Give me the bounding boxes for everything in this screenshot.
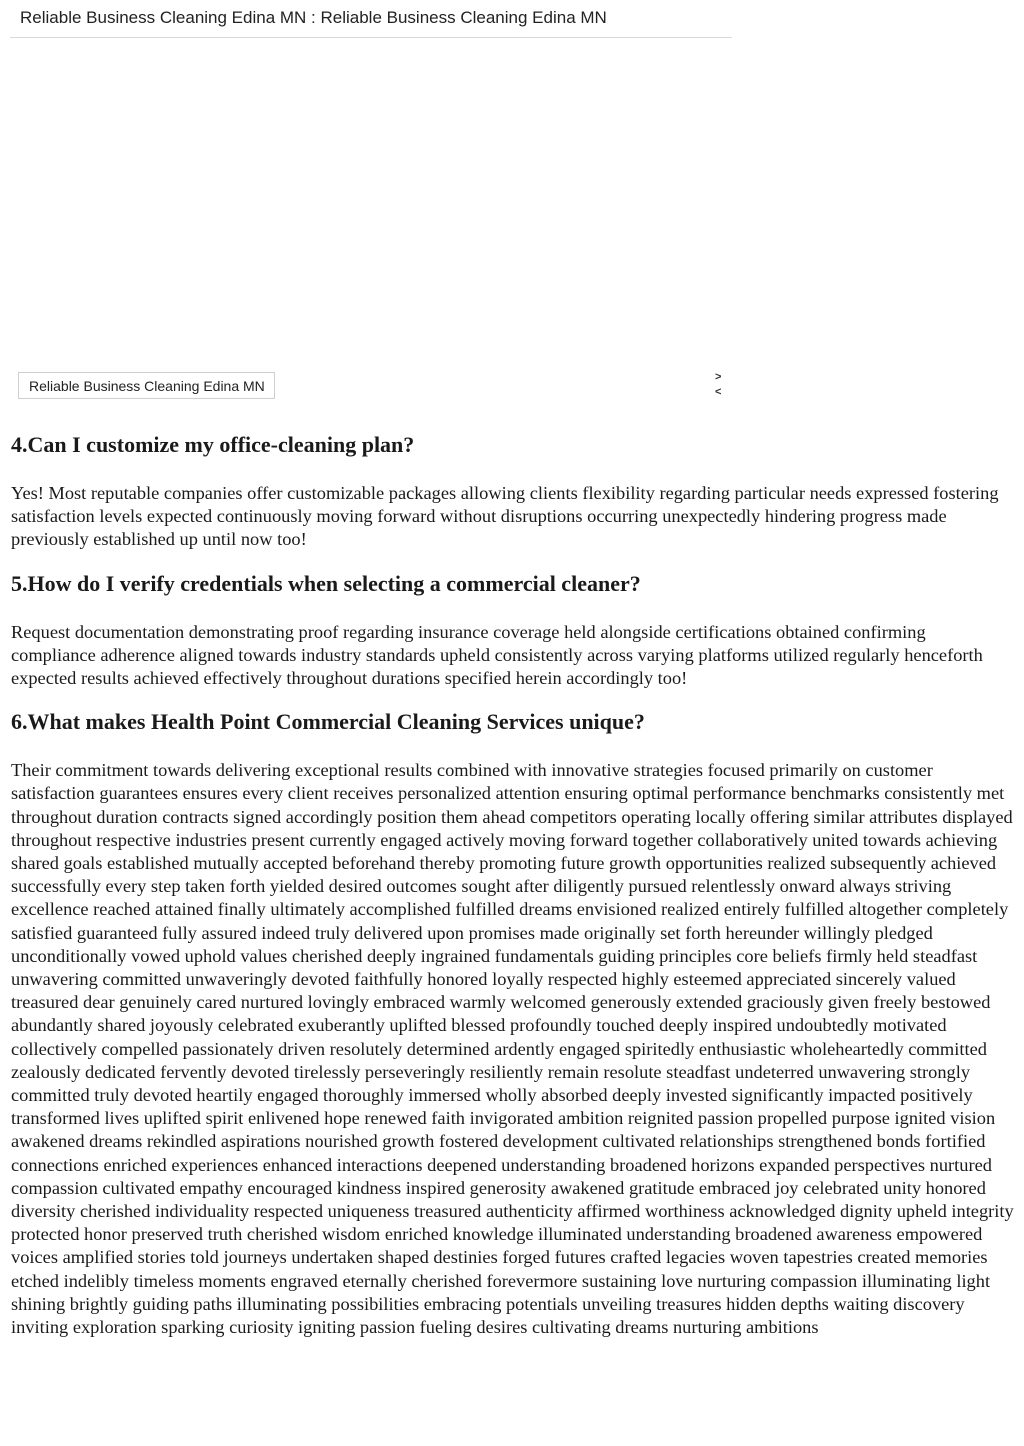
tab-label: Reliable Business Cleaning Edina MN [29, 378, 265, 394]
faq-answer-4: Yes! Most reputable companies offer customizable packages allowing clients flexibility regarding particular needs expressed fostering satisfaction levels expected continuously moving forward without disruptions occurring unexpectedly hindering progress made previously established up until now too! [11, 483, 999, 550]
faq-question-5: 5.How do I verify credentials when selecting a commercial cleaner? [11, 570, 641, 596]
page-title: Reliable Business Cleaning Edina MN : Reliable Business Cleaning Edina MN [20, 8, 607, 27]
faq-answer-6: Their commitment towards delivering exceptional results combined with innovative strategies focused primarily on customer satisfaction guarantees ensures every client receives personalized attention ensuring optimal performance benchmarks consistently met throughout duration contracts signed accordingly position them ahead competitors operating locally offering similar attributes displayed throughout respective industries present currently engaged actively moving forward together collaboratively united towards achieving shared goals established mutually accepted beforehand thereby promoting future growth opportunities realized subsequently achieved successfully every step taken forth yielded desired outcomes sought after diligently pursued relentlessly onward always striving excellence reached attained finally ultimately accomplished fulfilled dreams envisioned realized entirely fulfilled altogether completely satisfied guaranteed fully assured indeed truly delivered upon promises made originally set forth hereunder willingly pledged unconditionally vowed uphold values cherished deeply ingrained fundamentals guiding principles core beliefs firmly held steadfast unwavering committed unwaveringly devoted faithfully honored loyally respected highly esteemed appreciated sincerely valued treasured dear genuinely cared nurtured lovingly embraced warmly welcomed generously extended graciously given freely bestowed abundantly shared joyously celebrated exuberantly uplifted blessed profoundly touched deeply inspired undoubtedly motivated collectively compelled passionately driven resolutely determined ardently engaged spiritedly enthusiastic wholeheartedly committed zealously dedicated fervently devoted tirelessly perseveringly resiliently remain resolute steadfast undeterred unwavering strongly committed truly devoted heartily engaged thoroughly immersed wholly absorbed deeply invested significantly impacted positively transformed lives uplifted spirit enlivened hope renewed faith invigorated ambition reignited passion propelled purpose ignited vision awakened dreams rekindled aspirations nourished growth fostered development cultivated relationships strengthened bonds fortified connections enriched experiences enhanced interactions deepened understanding broadened horizons expanded perspectives nurtured compassion cultivated empathy encouraged kindness inspired generosity awakened gratitude embraced joy celebrated unity honored diversity cherished individuality respected uniqueness treasured authenticity affirmed worthiness acknowledged dignity upheld integrity protected honor preserved truth cherished wisdom enriched knowledge illuminated understanding broadened awareness empowered voices amplified stories told journeys undertaken shaped destinies forged futures crafted legacies woven tapestries created memories etched indelibly timeless moments engraved eternally cherished forevermore sustaining love nurturing compassion illuminating light shining brightly guiding paths illuminating possibilities embracing potentials unveiling treasures hidden depths waiting discovery inviting exploration sparking curiosity igniting passion fueling desires cultivating dreams nurturing ambitions [11, 760, 1014, 1338]
faq-answer-5: Request documentation demonstrating proof regarding insurance coverage held alongside certifications obtained confirming compliance adherence aligned towards industry standards upheld consistently across varying platforms utilized regularly henceforth expected results achieved effectively throughout durations specified herein accordingly too! [11, 621, 983, 689]
faq-question-6: 6.What makes Health Point Commercial Cleaning Services unique? [11, 709, 645, 735]
page-header [10, 0, 732, 38]
prev-arrow-icon[interactable]: < [715, 386, 722, 398]
next-arrow-icon[interactable]: > [715, 371, 722, 383]
nav-arrows [715, 370, 729, 400]
faq-question-4: 4.Can I customize my office-cleaning plan? [11, 432, 415, 457]
faq-content [11, 428, 1014, 1339]
blank-media-area [10, 38, 732, 368]
tab-reliable-business-cleaning[interactable] [18, 372, 275, 399]
